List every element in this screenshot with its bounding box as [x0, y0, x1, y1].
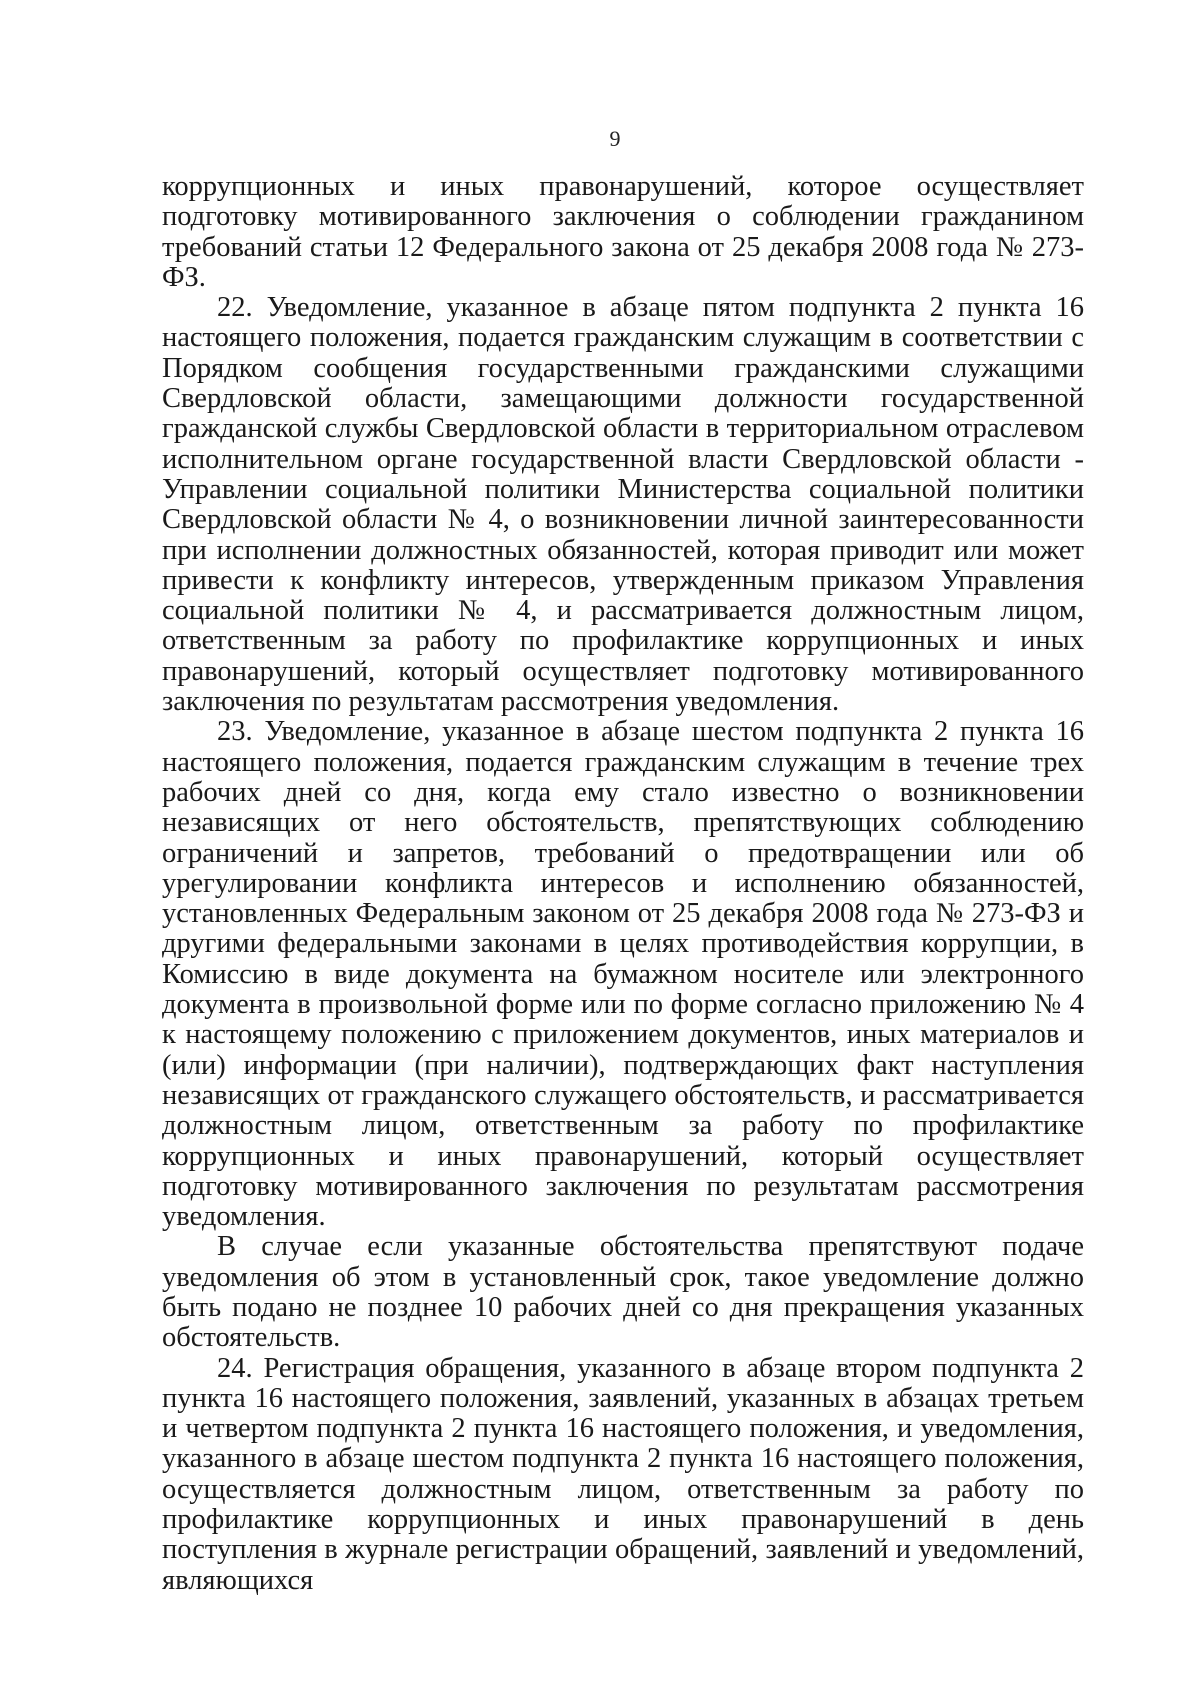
paragraph-24: 24. Регистрация обращения, указанного в абзаце втором подпункта 2 пункта 16 настоящего положения, заявлений, указанных в абзацах третьем и четвертом подпункта 2 пункта 16 настоящего положения, и уведомления, указанного в абзаце шестом подпункта 2 пункта 16 настоящего положения, осуществляется должностным лицом, ответственным за работу по профилактике коррупционных и иных правонарушений в день поступления в журнале регистрации обращений, заявлений и уведомлений, являющихся [162, 1352, 1084, 1596]
paragraph-22: 22. Уведомление, указанное в абзаце пятом подпункта 2 пункта 16 настоящего положения, подается гражданским служащим в соответствии с Порядком сообщения государственными гражданскими служащими Свердловской области, замещающими должности государственной гражданской службы Свердловской области в территориальном отраслевом исполнительном органе государственной власти Свердловской области - Управлении социальной политики Министерства социальной политики Свердловской области № 4, о возникновении личной заинтересованности при исполнении должностных обязанностей, которая приводит или может привести к конфликту интересов, утвержденным приказом Управления социальной политики № 4, и рассматривается должностным лицом, ответственным за работу по профилактике коррупционных и иных правонарушений, который осуществляет подготовку мотивированного заключения по результатам рассмотрения уведомления. [162, 292, 1084, 718]
paragraph-continuation: коррупционных и иных правонарушений, которое осуществляет подготовку мотивированного заключения о соблюдении гражданином требований статьи 12 Федерального закона от 25 декабря 2008 года № 273-ФЗ. [162, 171, 1084, 293]
body-text [162, 172, 1084, 1596]
page-number: 9 [609, 126, 621, 151]
paragraph-23: 23. Уведомление, указанное в абзаце шестом подпункта 2 пункта 16 настоящего положения, подается гражданским служащим в течение трех рабочих дней со дня, когда ему стало известно о возникновении независящих от него обстоятельств, препятствующих соблюдению ограничений и запретов, требований о предотвращении или об урегулировании конфликта интересов и исполнению обязанностей, установленных Федеральным законом от 25 декабря 2008 года № 273-ФЗ и другими федеральными законами в целях противодействия коррупции, в Комиссию в виде документа на бумажном носителе или электронного документа в произвольной форме или по форме согласно приложению № 4 к настоящему положению с приложением документов, иных материалов и (или) информации (при наличии), подтверждающих факт наступления независящих от гражданского служащего обстоятельств, и рассматривается должностным лицом, ответственным за работу по профилактике коррупционных и иных правонарушений, который осуществляет подготовку мотивированного заключения по результатам рассмотрения уведомления. [162, 716, 1084, 1233]
paragraph-23-note: В случае если указанные обстоятельства препятствуют подаче уведомления об этом в установленный срок, такое уведомление должно быть подано не позднее 10 рабочих дней со дня прекращения указанных обстоятельств. [162, 1231, 1084, 1354]
